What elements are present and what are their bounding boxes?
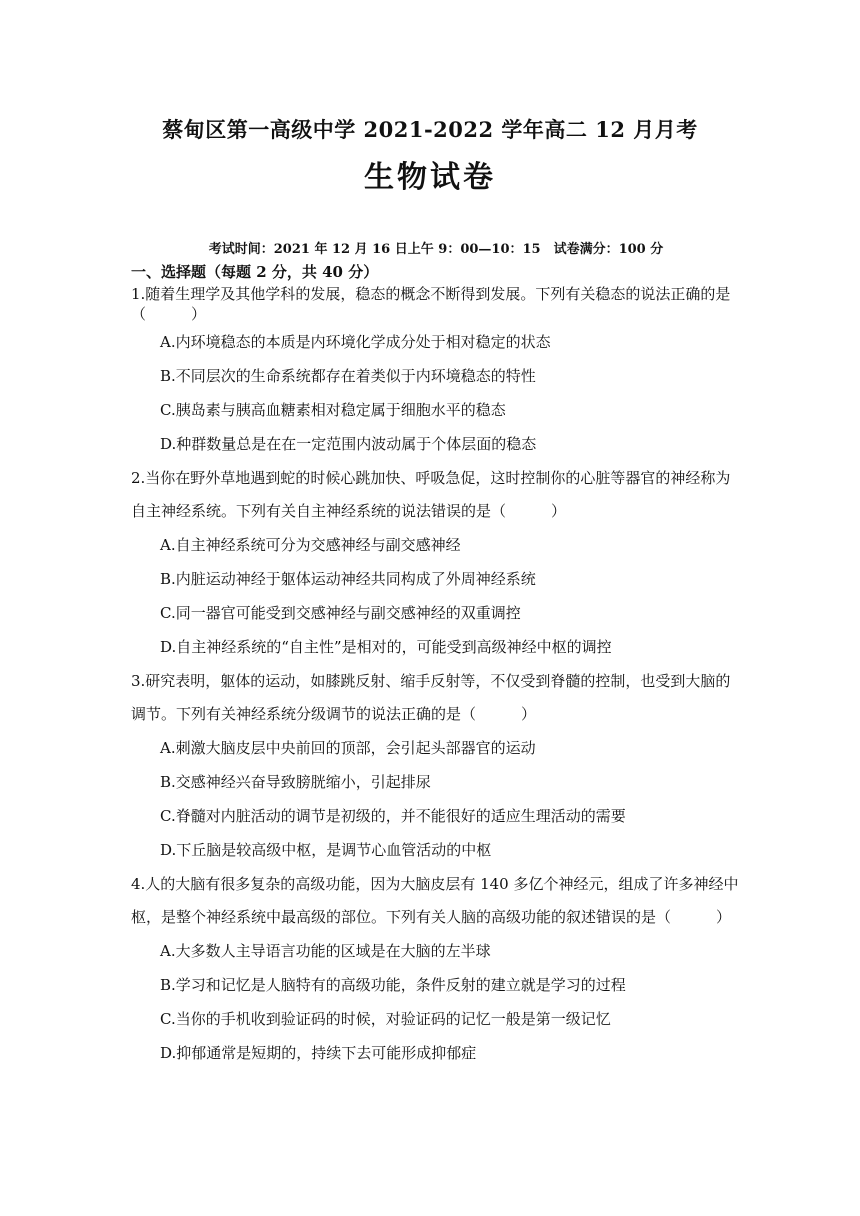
question-3-stem-line-2: 调节。下列有关神经系统分级调节的说法正确的是（ ） <box>131 705 537 723</box>
question-3-stem-line-1: 3.研究表明，躯体的运动，如膝跳反射、缩手反射等，不仅受到脊髓的控制，也受到大脑的 <box>131 672 731 690</box>
question-3-option-d: D.下丘脑是较高级中枢，是调节心血管活动的中枢 <box>160 841 492 859</box>
question-4-option-c: C.当你的手机收到验证码的时候，对验证码的记忆一般是第一级记忆 <box>160 1010 611 1028</box>
section-heading: 一、选择题（每题 2 分，共 40 分） <box>131 263 379 281</box>
question-1-stem-line-1: 1.随着生理学及其他学科的发展，稳态的概念不断得到发展。下列有关稳态的说法正确的是 <box>131 285 731 303</box>
question-3-option-a: A.刺激大脑皮层中央前回的顶部，会引起头部器官的运动 <box>160 739 536 757</box>
question-4-stem-line-1: 4.人的大脑有很多复杂的高级功能，因为大脑皮层有 140 多亿个神经元，组成了许多神经中 <box>131 875 739 893</box>
question-3-option-b: B.交感神经兴奋导致膀胱缩小，引起排尿 <box>160 773 431 791</box>
question-4-option-a: A.大多数人主导语言功能的区域是在大脑的左半球 <box>160 942 491 960</box>
exam-subtitle: 生物试卷 <box>364 160 496 195</box>
question-2-option-b: B.内脏运动神经于躯体运动神经共同构成了外周神经系统 <box>160 570 536 588</box>
exam-meta: 考试时间：2021 年 12 月 16 日上午 9：00—10：15 试卷满分：100 分 <box>208 242 664 257</box>
question-1-option-b: B.不同层次的生命系统都存在着类似于内环境稳态的特性 <box>160 367 536 385</box>
question-3-option-c: C.脊髓对内脏活动的调节是初级的，并不能很好的适应生理活动的需要 <box>160 807 626 825</box>
question-1-stem-line-2: （ ） <box>131 305 207 323</box>
question-4-stem-line-2: 枢，是整个神经系统中最高级的部位。下列有关人脑的高级功能的叙述错误的是（ ） <box>131 908 732 926</box>
question-1-option-a: A.内环境稳态的本质是内环境化学成分处于相对稳定的状态 <box>160 333 551 351</box>
question-4-option-d: D.抑郁通常是短期的，持续下去可能形成抑郁症 <box>160 1044 477 1062</box>
question-2-option-c: C.同一器官可能受到交感神经与副交感神经的双重调控 <box>160 604 521 622</box>
exam-title: 蔡甸区第一高级中学 2021-2022 学年高二 12 月月考 <box>162 117 698 142</box>
question-1-option-d: D.种群数量总是在在一定范围内波动属于个体层面的稳态 <box>160 435 537 453</box>
question-2-option-d: D.自主神经系统的“自主性”是相对的，可能受到高级神经中枢的调控 <box>160 638 612 656</box>
question-1-option-c: C.胰岛素与胰高血糖素相对稳定属于细胞水平的稳态 <box>160 401 506 419</box>
question-2-stem-line-1: 2.当你在野外草地遇到蛇的时候心跳加快、呼吸急促，这时控制你的心脏等器官的神经称为 <box>131 469 731 487</box>
question-2-stem-line-2: 自主神经系统。下列有关自主神经系统的说法错误的是（ ） <box>131 502 567 520</box>
question-4-option-b: B.学习和记忆是人脑特有的高级功能，条件反射的建立就是学习的过程 <box>160 976 626 994</box>
question-2-option-a: A.自主神经系统可分为交感神经与副交感神经 <box>160 536 461 554</box>
